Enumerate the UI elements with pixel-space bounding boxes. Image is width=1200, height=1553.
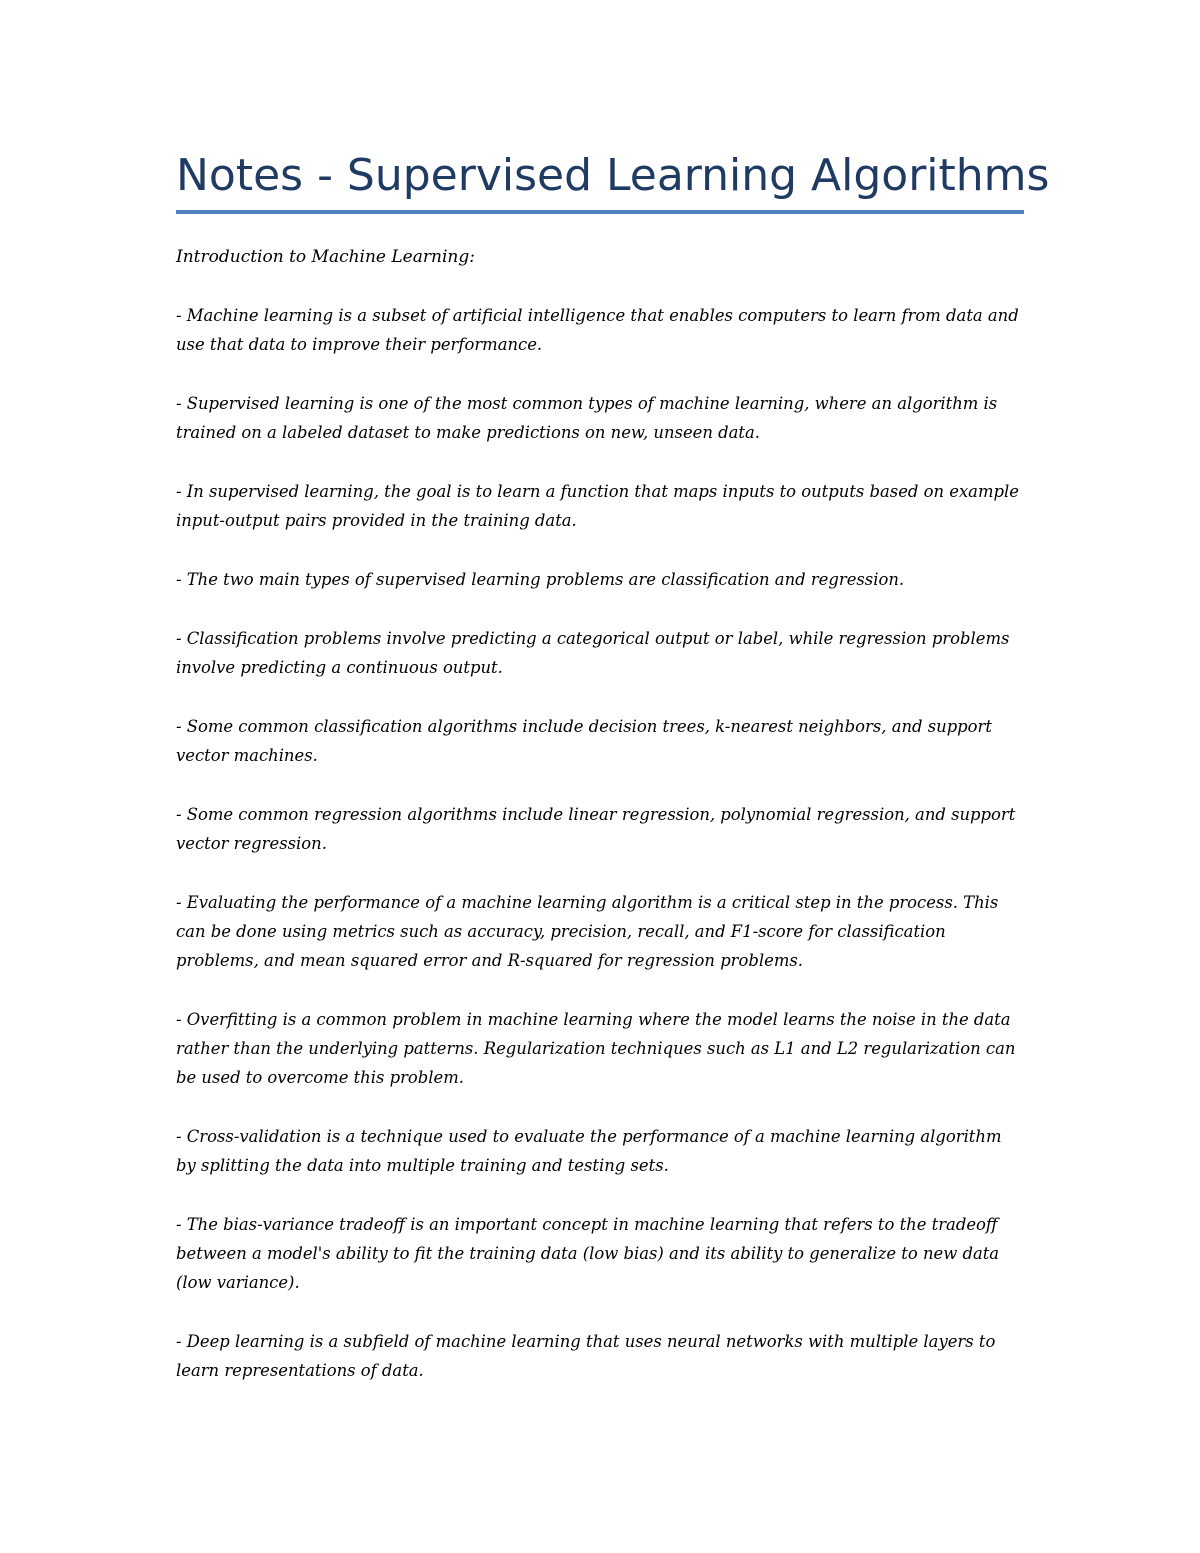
note-item: - Classification problems involve predicting a categorical output or label, while regression problems involve predicting a continuous output. xyxy=(176,629,1010,677)
note-item: - Machine learning is a subset of artificial intelligence that enables computers to learn from data and use that data to improve their performance. xyxy=(176,306,1019,354)
note-item: - Overfitting is a common problem in machine learning where the model learns the noise in the data rather than the underlying patterns. Regularization techniques such as L1 and L2 regularization can be used to overcome this problem. xyxy=(176,1010,1016,1087)
page-title: Notes - Supervised Learning Algorithms xyxy=(176,150,1050,201)
note-item: - The bias-variance tradeoff is an important concept in machine learning that refers to the tradeoff between a model's ability to fit the training data (low bias) and its ability to generalize to new data (low variance). xyxy=(176,1215,1000,1292)
note-item: - Cross-validation is a technique used to evaluate the performance of a machine learning algorithm by splitting the data into multiple training and testing sets. xyxy=(176,1127,1002,1175)
note-item: - Deep learning is a subfield of machine learning that uses neural networks with multiple layers to learn representations of data. xyxy=(176,1332,996,1380)
note-item: - Evaluating the performance of a machine learning algorithm is a critical step in the process. This can be done using metrics such as accuracy, precision, recall, and F1-score for classification problems, and mean squared error and R-squared for regression problems. xyxy=(176,893,999,970)
title-underline xyxy=(176,210,1024,214)
note-item: - Some common regression algorithms include linear regression, polynomial regression, and support vector regression. xyxy=(176,805,1016,853)
note-item: - In supervised learning, the goal is to learn a function that maps inputs to outputs based on example input-output pairs provided in the training data. xyxy=(176,482,1019,530)
section-heading: Introduction to Machine Learning: xyxy=(176,247,475,267)
note-item: - Supervised learning is one of the most common types of machine learning, where an algorithm is trained on a labeled dataset to make predictions on new, unseen data. xyxy=(176,394,998,442)
notes-list xyxy=(176,301,1026,1415)
note-item: - Some common classification algorithms include decision trees, k-nearest neighbors, and support vector machines. xyxy=(176,717,992,765)
note-item: - The two main types of supervised learning problems are classification and regression. xyxy=(176,570,905,589)
